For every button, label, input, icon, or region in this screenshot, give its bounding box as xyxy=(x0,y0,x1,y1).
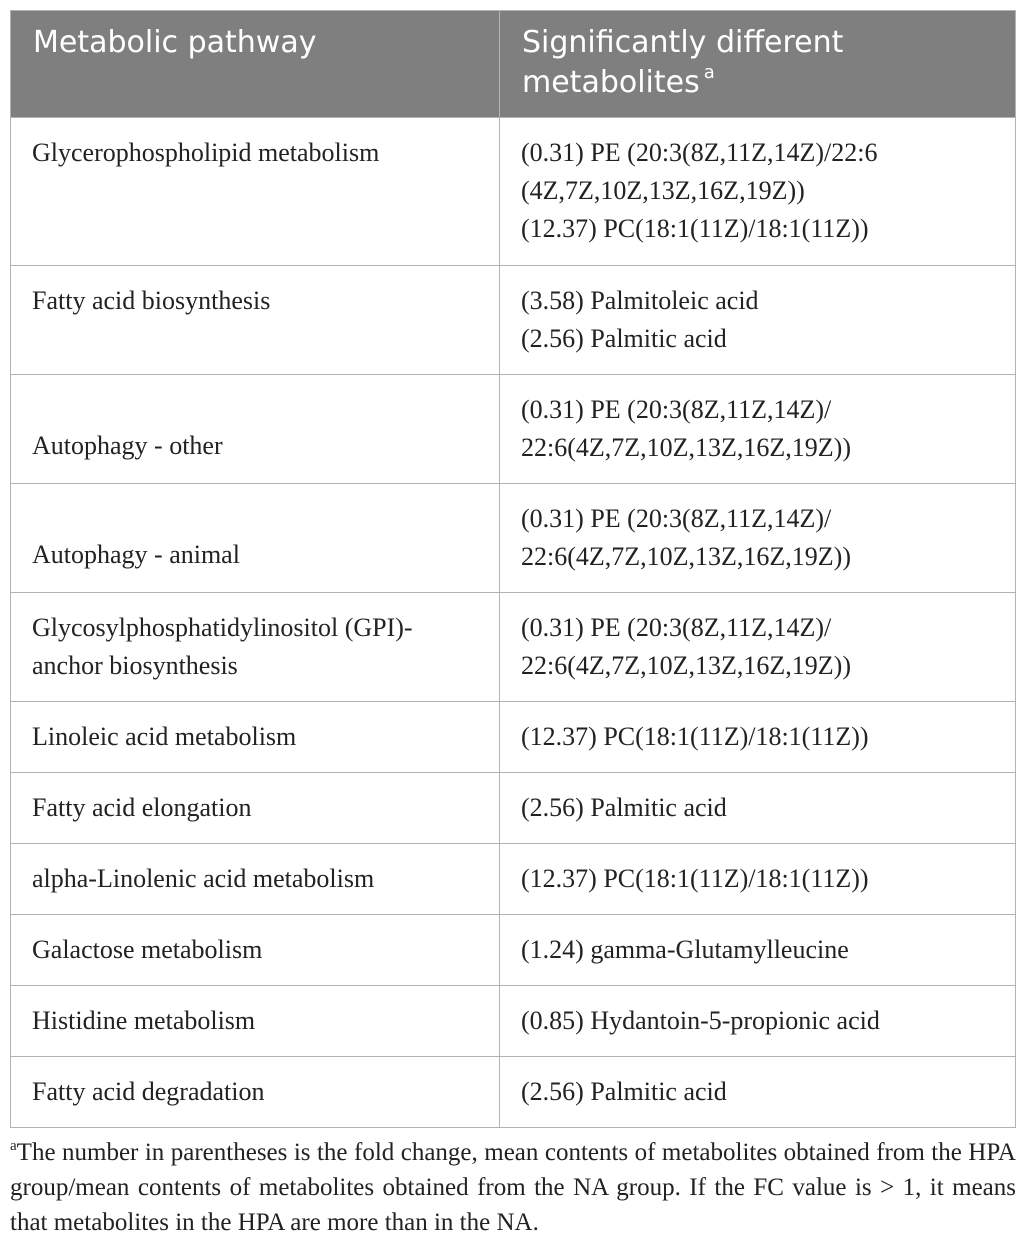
metabolite-entry: (0.31) PE (20:3(8Z,11Z,14Z)/ xyxy=(521,504,832,533)
pathway-name: Glycerophospholipid metabolism xyxy=(32,138,380,167)
metabolites-cell xyxy=(500,915,1016,986)
metabolites-cell xyxy=(500,118,1016,266)
metabolite-entry: 22:6(4Z,7Z,10Z,13Z,16Z,19Z)) xyxy=(521,542,851,571)
metabolite-entry: (4Z,7Z,10Z,13Z,16Z,19Z)) xyxy=(521,176,805,205)
metabolite-entry: 22:6(4Z,7Z,10Z,13Z,16Z,19Z)) xyxy=(521,651,851,680)
pathway-name: Autophagy - other xyxy=(32,431,223,460)
table-row xyxy=(11,1057,1016,1128)
metabolite-entry: (2.56) Palmitic acid xyxy=(521,324,727,353)
pathway-name: Histidine metabolism xyxy=(32,1006,256,1035)
header-footnote-marker: a xyxy=(703,62,715,83)
metabolites-cell xyxy=(500,773,1016,844)
metabolite-entry: (0.85) Hydantoin-5-propionic acid xyxy=(521,1006,880,1035)
table-row xyxy=(11,375,1016,484)
metabolite-entry: (1.24) gamma-Glutamylleucine xyxy=(521,935,849,964)
pathway-cell xyxy=(11,375,500,484)
metabolite-entry: (0.31) PE (20:3(8Z,11Z,14Z)/ xyxy=(521,395,832,424)
metabolites-cell xyxy=(500,375,1016,484)
metabolite-entry: (2.56) Palmitic acid xyxy=(521,793,727,822)
pathway-name: alpha-Linolenic acid metabolism xyxy=(32,864,375,893)
table-row xyxy=(11,484,1016,593)
table-header-row xyxy=(11,11,1016,118)
table-footnote xyxy=(10,1135,1016,1240)
metabolites-cell xyxy=(500,484,1016,593)
header-metabolic-pathway: Metabolic pathway xyxy=(11,11,500,118)
pathway-cell xyxy=(11,986,500,1057)
metabolites-cell xyxy=(500,1057,1016,1128)
metabolite-entry: (12.37) PC(18:1(11Z)/18:1(11Z)) xyxy=(521,214,869,243)
pathway-name: Autophagy - animal xyxy=(32,540,240,569)
table-row xyxy=(11,118,1016,266)
metabolite-entry: 22:6(4Z,7Z,10Z,13Z,16Z,19Z)) xyxy=(521,433,851,462)
pathway-name: Galactose metabolism xyxy=(32,935,263,964)
table-row xyxy=(11,266,1016,375)
metabolite-entry: (12.37) PC(18:1(11Z)/18:1(11Z)) xyxy=(521,722,869,751)
metabolites-cell xyxy=(500,593,1016,702)
pathway-name: Fatty acid degradation xyxy=(32,1077,265,1106)
pathway-cell xyxy=(11,484,500,593)
pathway-name: Glycosylphosphatidylinositol (GPI)- xyxy=(32,613,413,642)
pathway-cell xyxy=(11,702,500,773)
table-row xyxy=(11,593,1016,702)
pathway-cell xyxy=(11,915,500,986)
pathway-cell xyxy=(11,844,500,915)
footnote-marker: a xyxy=(10,1138,17,1154)
pathway-cell xyxy=(11,593,500,702)
pathway-cell xyxy=(11,118,500,266)
metabolites-cell xyxy=(500,986,1016,1057)
pathway-cell xyxy=(11,266,500,375)
table-row xyxy=(11,702,1016,773)
pathway-name: anchor biosynthesis xyxy=(32,651,238,680)
metabolite-entry: (0.31) PE (20:3(8Z,11Z,14Z)/ xyxy=(521,613,832,642)
table-row xyxy=(11,773,1016,844)
metabolite-entry: (12.37) PC(18:1(11Z)/18:1(11Z)) xyxy=(521,864,869,893)
table-row xyxy=(11,986,1016,1057)
pathway-name: Fatty acid elongation xyxy=(32,793,252,822)
table-row xyxy=(11,915,1016,986)
metabolites-cell xyxy=(500,266,1016,375)
footnote-text: The number in parentheses is the fold change, mean contents of metabolites obtained from the HPA group/mean contents of metabolites obtained from the NA group. If the FC value is > 1, it means that metabolites in the HPA are more than in the NA. xyxy=(10,1139,1016,1236)
metabolite-entry: (3.58) Palmitoleic acid xyxy=(521,286,759,315)
metabolite-entry: (0.31) PE (20:3(8Z,11Z,14Z)/22:6 xyxy=(521,138,878,167)
metabolites-cell xyxy=(500,702,1016,773)
metabolite-entry: (2.56) Palmitic acid xyxy=(521,1077,727,1106)
metabolic-pathway-table xyxy=(10,10,1016,1128)
table-row xyxy=(11,844,1016,915)
pathway-cell xyxy=(11,773,500,844)
header-significant-metabolites: Significantly different metabolites $^a$ xyxy=(500,11,1016,118)
pathway-name: Linoleic acid metabolism xyxy=(32,722,297,751)
pathway-name: Fatty acid biosynthesis xyxy=(32,286,271,315)
metabolites-cell xyxy=(500,844,1016,915)
pathway-cell xyxy=(11,1057,500,1128)
